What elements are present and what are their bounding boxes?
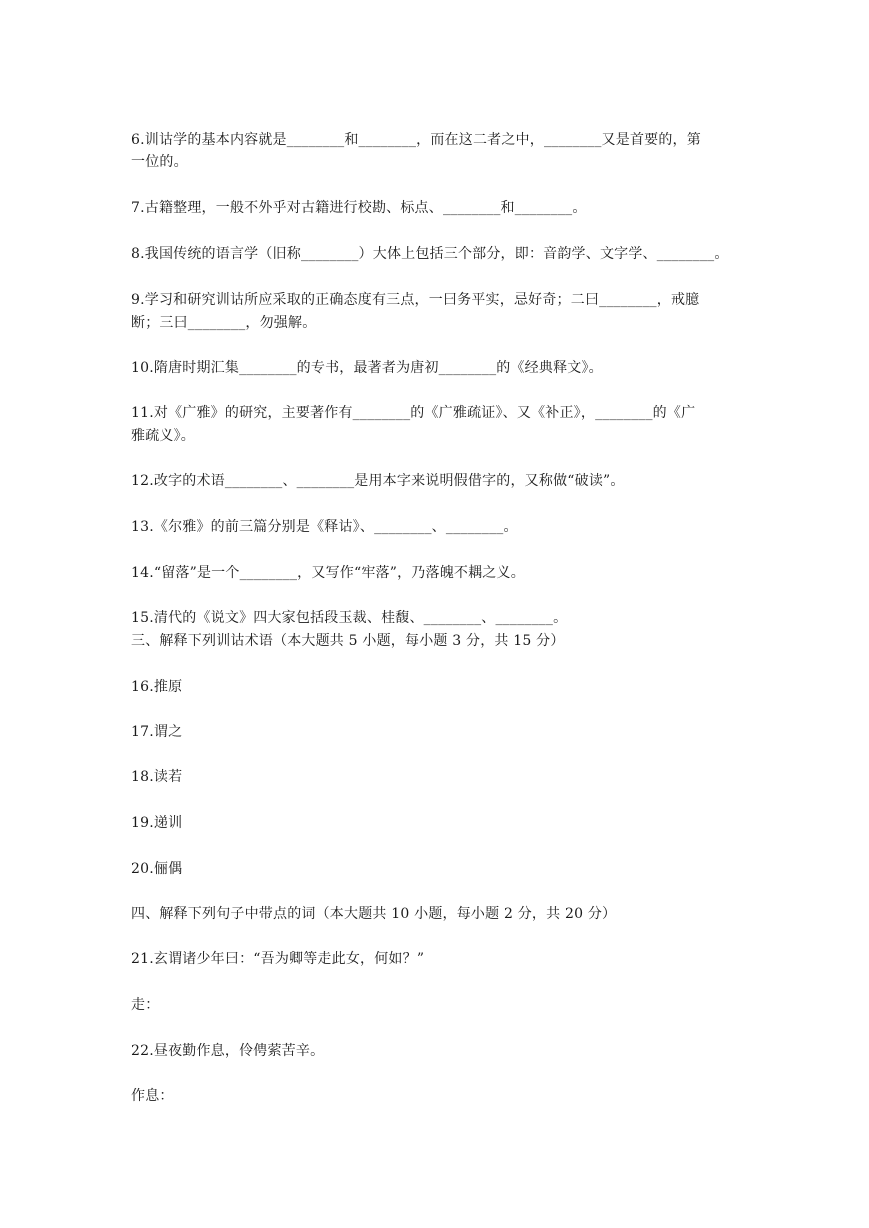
question-11-line-2: 雅疏义》。 <box>131 428 195 444</box>
question-20: 20.俪偶 <box>131 861 183 877</box>
question-7: 7.古籍整理，一般不外乎对古籍进行校勘、标点、________和________。 <box>131 200 587 216</box>
question-22: 22.昼夜勤作息，伶俜萦苦辛。 <box>131 1043 325 1059</box>
question-10: 10.隋唐时期汇集________的专书，最著者为唐初________的《经典释文》。 <box>131 360 603 376</box>
question-12: 12.改字的术语________、________是用本字来说明假借字的，又称做“破读”。 <box>131 473 625 489</box>
section-3-heading: 三、解释下列训诂术语（本大题共 5 小题，每小题 3 分，共 15 分） <box>131 633 565 649</box>
question-16: 16.推原 <box>131 679 183 695</box>
question-22-answer-label: 作息： <box>131 1088 174 1104</box>
question-17: 17.谓之 <box>131 724 183 740</box>
question-9-line-1: 9.学习和研究训诂所应采取的正确态度有三点，一曰务平实，忌好奇；二曰________，戒臆 <box>131 292 700 308</box>
question-18: 18.读若 <box>131 769 183 785</box>
question-13: 13.《尔雅》的前三篇分别是《释诂》、________、________。 <box>131 519 518 535</box>
question-9-line-2: 断；三曰________，勿强解。 <box>131 315 317 331</box>
question-15: 15.清代的《说文》四大家包括段玉裁、桂馥、________、________。 <box>131 610 568 626</box>
question-14: 14.“留落”是一个________，又写作“牢落”，乃落魄不耦之义。 <box>131 565 525 581</box>
question-21-answer-label: 走： <box>131 997 160 1013</box>
question-11-line-1: 11.对《广雅》的研究，主要著作有________的《广雅疏证》、又《补正》，________的《广 <box>131 405 696 421</box>
question-21: 21.玄谓诸少年曰：“吾为卿等走此女，何如？” <box>131 951 425 967</box>
question-8: 8.我国传统的语言学（旧称________）大体上包括三个部分，即：音韵学、文字学、________。 <box>131 246 729 262</box>
question-6-line-1: 6.训诂学的基本内容就是________和________，而在这二者之中，________又是首要的，第 <box>131 132 701 148</box>
question-19: 19.递训 <box>131 815 183 831</box>
section-4-heading: 四、解释下列句子中带点的词（本大题共 10 小题，每小题 2 分，共 20 分） <box>131 906 617 922</box>
question-6-line-2: 一位的。 <box>131 154 188 170</box>
